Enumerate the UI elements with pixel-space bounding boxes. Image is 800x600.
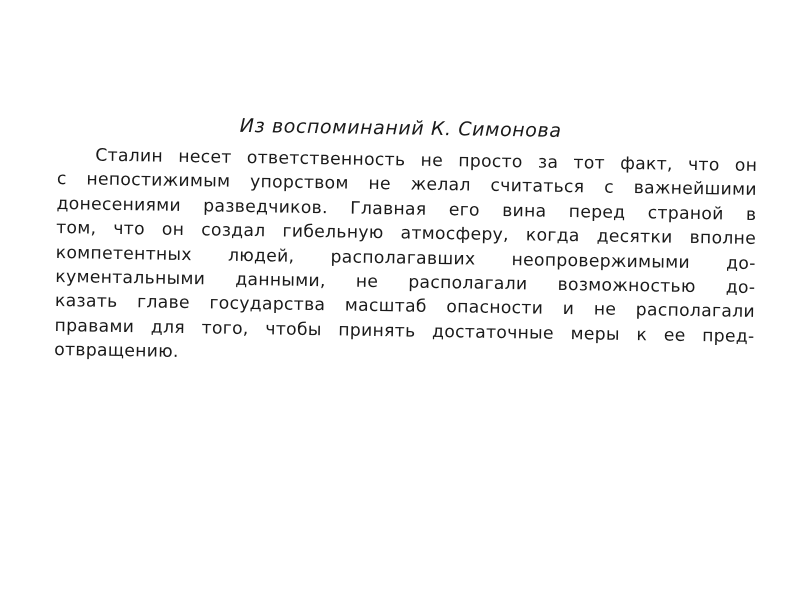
- document-title: Из воспоминаний К. Симонова: [239, 114, 562, 142]
- quote-block: [54, 110, 758, 374]
- text-line-9: отвращению.: [54, 340, 179, 363]
- quote-paragraph: [54, 143, 757, 374]
- text-line-6: кументальными данными, не располагали возможностью до-: [55, 267, 756, 299]
- text-line-5: компетентных людей, располагавших неопровержимыми до-: [55, 242, 756, 274]
- text-line-3: донесениями разведчиков. Главная его вина перед страной в: [56, 193, 757, 225]
- text-line-4: том, что он создал гибельную атмосферу, когда десятки вполне: [55, 218, 757, 250]
- text-line-1: Сталин несет ответственность не просто за тот факт, что он: [95, 145, 758, 176]
- text-line-7: казать главе государства масштаб опасности и не располагали: [54, 291, 756, 323]
- text-line-2: с непостижимым упорством не желал считаться с важнейшими: [56, 169, 757, 201]
- text-line-8: правами для того, чтобы принять достаточные меры к ее пред-: [54, 315, 755, 347]
